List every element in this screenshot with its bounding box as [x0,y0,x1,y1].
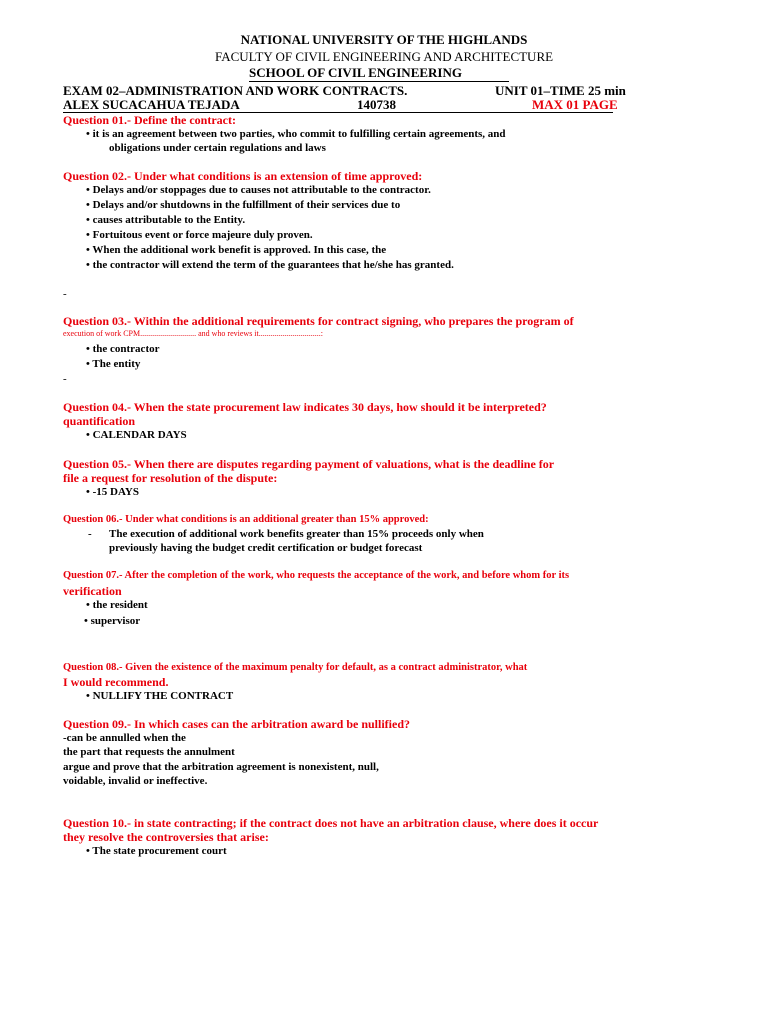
exam-title: EXAM 02–ADMINISTRATION AND WORK CONTRACTS. [63,83,408,98]
student-name: ALEX SUCACAHUA TEJADA [63,97,240,112]
answer-07-line2: • supervisor [84,615,141,627]
unit-time: UNIT 01–TIME 25 min [495,83,626,98]
question-07: Question 07.- After the completion of the work, who requests the acceptance of the work, and before whom for its [63,570,570,581]
answer-10: • The state procurement court [86,845,227,857]
question-06: Question 06.- Under what conditions is an additional greater than 15% approved: [63,514,429,525]
dash-03: - [63,373,67,385]
question-08-line2: I would recommend. [63,675,169,689]
answer-06-line1: The execution of additional work benefits greater than 15% proceeds only when [109,528,484,540]
question-03: Question 03.- Within the additional requirements for contract signing, who prepares the program of [63,314,574,328]
max-page: MAX 01 PAGE [532,97,618,112]
question-07-line2: verification [63,584,122,598]
question-02: Question 02.- Under what conditions is an extension of time approved: [63,169,423,183]
university-name: NATIONAL UNIVERSITY OF THE HIGHLANDS [240,32,528,47]
answer-01-line2: obligations under certain regulations and laws [109,142,326,154]
answer-06-line2: previously having the budget credit certification or budget forecast [109,542,423,554]
student-code: 140738 [357,97,396,112]
answer-02-line5: • When the additional work benefit is approved. In this case, the [86,244,387,256]
question-05: Question 05.- When there are disputes regarding payment of valuations, what is the deadline for [63,457,555,471]
dash-06: - [88,528,92,540]
question-05-line2: file a request for resolution of the dispute: [63,471,278,485]
answer-05: • -15 DAYS [86,486,139,498]
answer-02-line4: • Fortuitous event or force majeure duly proven. [86,229,313,241]
dash-02: - [63,288,67,300]
answer-03-line2: • The entity [86,358,141,370]
answer-09-line1: -can be annulled when the [63,732,186,744]
question-01: Question 01.- Define the contract: [63,113,236,127]
answer-03-line1: • the contractor [86,343,160,355]
answer-09-line2: the part that requests the annulment [63,746,235,758]
answer-02-line6: • the contractor will extend the term of the guarantees that he/she has granted. [86,259,454,271]
question-10: Question 10.- in state contracting; if the contract does not have an arbitration clause, where does it occur [63,816,599,830]
answer-09-line3: argue and prove that the arbitration agreement is nonexistent, null, [63,761,379,773]
answer-01-line1: • it is an agreement between two parties, who commit to fulfilling certain agreements, and [86,128,506,140]
faculty-name: FACULTY OF CIVIL ENGINEERING AND ARCHITECTURE [214,49,554,64]
question-08: Question 08.- Given the existence of the maximum penalty for default, as a contract administrator, what [63,662,528,673]
answer-02-line2: • Delays and/or shutdowns in the fulfillment of their services due to [86,199,401,211]
question-10-line2: they resolve the controversies that arise: [63,830,269,844]
answer-07-line1: • the resident [86,599,148,611]
answer-02-line1: • Delays and/or stoppages due to causes not attributable to the contractor. [86,184,431,196]
question-04: Question 04.- When the state procurement law indicates 30 days, how should it be interpreted? [63,400,547,414]
answer-09-line4: voidable, invalid or ineffective. [63,775,208,787]
answer-04: • CALENDAR DAYS [86,429,187,441]
answer-02-line3: • causes attributable to the Entity. [86,214,246,226]
question-09: Question 09.- In which cases can the arbitration award be nullified? [63,717,411,731]
question-03-detail: execution of work CPM............................ and who reviews it...............................: [63,329,323,338]
school-name: SCHOOL OF CIVIL ENGINEERING [249,65,509,82]
answer-08: • NULLIFY THE CONTRACT [86,690,234,702]
question-04-line2: quantification [63,414,136,428]
